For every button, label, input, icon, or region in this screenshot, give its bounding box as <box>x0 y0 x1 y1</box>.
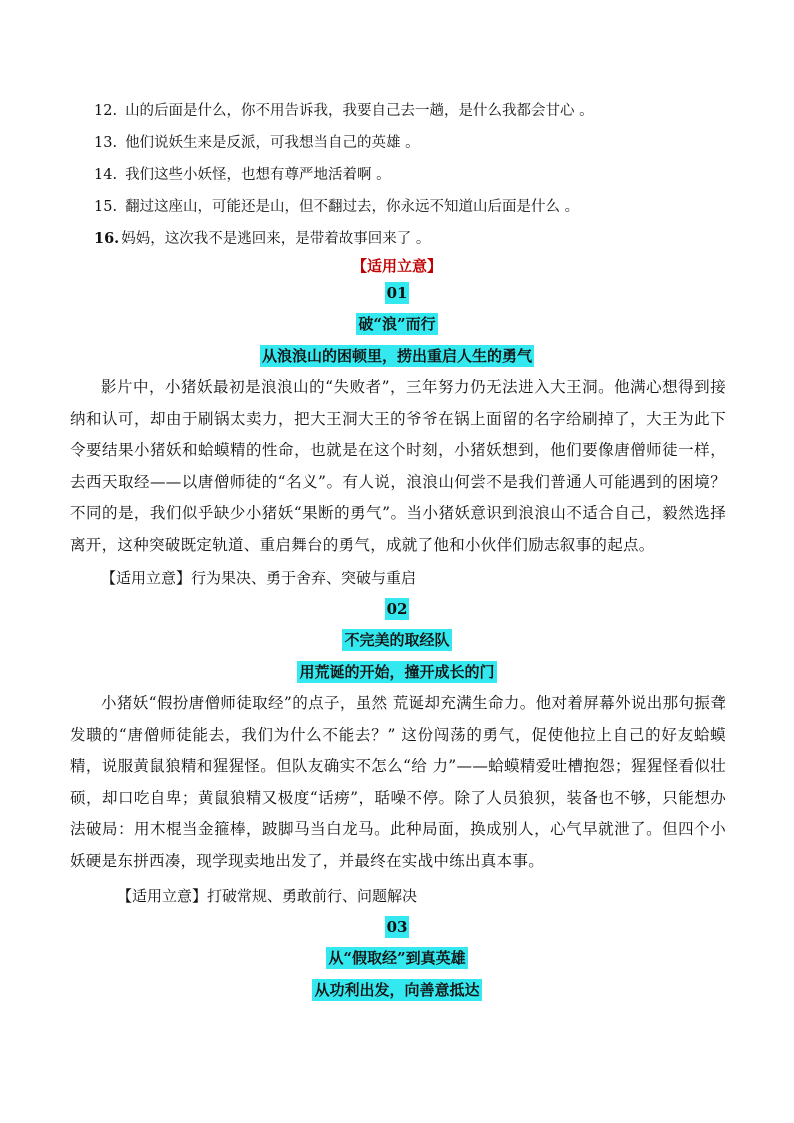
section-number-badge: 03 <box>386 918 408 936</box>
line-number: 14. <box>94 167 118 183</box>
line-text: 山的后面是什么，你不用告诉我，我要自己去一趟，是什么我都会甘心 。 <box>125 103 594 119</box>
line-number: 16. <box>94 230 120 247</box>
quote-line-15 <box>94 197 734 217</box>
section-heading <box>0 254 794 278</box>
line-text: 妈妈，这次我不是逃回来，是带着故事回来了 。 <box>121 231 431 247</box>
section-03-number <box>0 915 794 939</box>
section-heading-text: 【适用立意】 <box>351 257 442 275</box>
section-01-number <box>0 281 794 305</box>
section-02-number <box>0 597 794 621</box>
section-subtitle: 用荒诞的开始，撞开成长的门 <box>299 663 495 681</box>
section-title: 破“浪”而行 <box>358 315 436 333</box>
line-text: 翻过这座山，可能还是山，但不翻过去，你永远不知道山后面是什么 。 <box>125 199 580 215</box>
section-02-subtitle <box>0 660 794 684</box>
section-subtitle: 从功利出发，向善意抵达 <box>314 981 480 999</box>
line-text: 我们这些小妖怪，也想有尊严地活着啊 。 <box>125 167 391 183</box>
section-title: 不完美的取经队 <box>344 631 450 649</box>
section-subtitle: 从浪浪山的困顿里，捞出重启人生的勇气 <box>261 347 532 365</box>
section-02-apply: 【适用立意】打破常规、勇敢前行、问题解决 <box>117 887 418 905</box>
quote-line-13 <box>94 133 734 153</box>
section-03-title <box>0 946 794 970</box>
section-01-subtitle <box>0 344 794 368</box>
section-02-title <box>0 628 794 652</box>
section-number-badge: 01 <box>386 284 408 302</box>
section-number-badge: 02 <box>386 600 408 618</box>
line-text: 他们说妖生来是反派，可我想当自己的英雄 。 <box>125 135 420 151</box>
line-number: 15. <box>94 199 118 215</box>
quote-line-14 <box>94 165 734 185</box>
quote-line-12 <box>94 101 734 121</box>
section-01-paragraph: 影片中，小猪妖最初是浪浪山的“失败者”，三年努力仍无法进入大王洞。他满心想得到接纳和认可，却由于刷锅太卖力，把大王洞大王的爷爷在锅上面留的名字给刷掉了，大王为此下令要结果小猪妖和蛤蟆精的性命，也就是在这个时刻，小猪妖想到，他们要像唐僧师徒一样，去西天取经——以唐僧师徒的“名义”。有人说，浪浪山何尝不是我们普通人可能遇到的困境？不同的是，我们似乎缺少小猪妖“果断的勇气”。当小猪妖意识到浪浪山不适合自己，毅然选择离开，这种突破既定轨道、重启舞台的勇气，成就了他和小伙伴们励志叙事的起点。 <box>70 378 726 554</box>
section-03-subtitle <box>0 978 794 1002</box>
section-02-paragraph: 小猪妖“假扮唐僧师徒取经”的点子，虽然 荒诞却充满生命力。他对着屏幕外说出那句振聋发聩的“唐僧师徒能去，我们为什么不能去？” 这份闯荡的勇气，促使他拉上自己的好友蛤蟆精，说服黄鼠狼精和猩猩怪。但队友确实不怎么“给 力”——蛤蟆精爱吐槽抱怨；猩猩怪看似壮硕，却口吃自卑；黄鼠狼精又极度“话痨”，聒噪不停。除了人员狼狈，装备也不够，只能想办法破局：用木棍当金箍棒，跛脚马当白龙马。此种局面，换成别人，心气早就泄了。但四个小妖硬是东拼西凑，现学现卖地出发了，并最终在实战中练出真本事。 <box>70 694 726 870</box>
line-number: 12. <box>94 103 118 119</box>
quote-line-16 <box>94 229 734 249</box>
section-01-title <box>0 312 794 336</box>
line-number: 13. <box>94 135 118 151</box>
section-title: 从“假取经”到真英雄 <box>328 949 466 967</box>
section-01-apply: 【适用立意】行为果决、勇于舍弃、突破与重启 <box>101 569 417 587</box>
